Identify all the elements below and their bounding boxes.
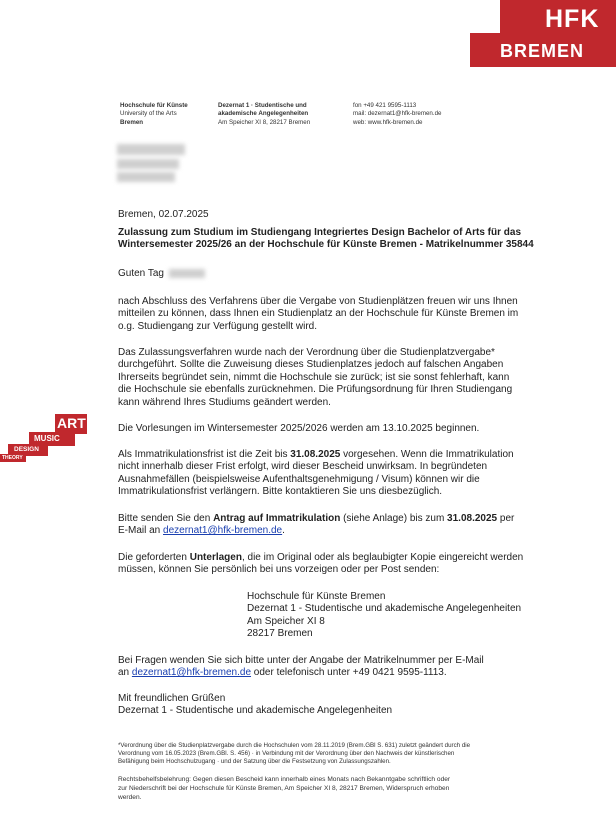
greeting (118, 268, 203, 280)
email-link[interactable]: dezernat1@hfk-bremen.de (163, 525, 283, 537)
side-logo-art: ART (57, 415, 86, 431)
text-span: E-Mail an (118, 525, 164, 537)
address-line: Dezernat 1 - Studentische und akademische Angelegenheiten (247, 603, 522, 615)
footnote (118, 742, 470, 767)
paragraph-line (118, 449, 514, 461)
blurred-line (117, 172, 175, 182)
email-link[interactable]: dezernat1@hfk-bremen.de (131, 667, 252, 679)
letter-date: Bremen, 02.07.2025 (118, 209, 209, 220)
paragraph-line: die Hochschule sie ebenfalls zurücknehmen. Die Prüfungsordnung für Ihren Studiengang (118, 384, 513, 396)
blurred-name (169, 269, 205, 278)
paragraph-line (118, 552, 523, 564)
paragraph-line: durchgeführt. Sollte die Zuweisung dieses Studienplatzes jedoch auf falschen Angaben (118, 359, 504, 371)
paragraph-line: Das Zulassungsverfahren wurde nach der Verordnung über die Studienplatzvergabe* (118, 347, 495, 358)
side-logo-design: DESIGN (14, 446, 39, 453)
legal-notice (118, 776, 450, 802)
paragraph-5 (118, 513, 514, 538)
header-line: web: www.hfk-bremen.de (353, 118, 423, 126)
header-department (218, 102, 310, 127)
deadline-date: 31.08.2025 (290, 449, 341, 460)
logo-hfk-text: HFK (545, 5, 600, 33)
closing (118, 693, 392, 718)
text-span: oder telefonisch unter +49 0421 9595-1113. (251, 667, 447, 679)
header-line: akademische Angelegenheiten (218, 110, 309, 118)
paragraph-3: Die Vorlesungen im Wintersemester 2025/2026 werden am 13.10.2025 beginnen. (118, 423, 480, 434)
paragraph-4 (118, 449, 514, 499)
logo-bremen-text: BREMEN (500, 41, 585, 61)
header-sender (120, 102, 188, 127)
subject-line: Zulassung zum Studium im Studiengang Integriertes Design Bachelor of Arts für das (118, 227, 522, 238)
header-line: University of the Arts (120, 110, 177, 118)
text-span: (siehe Anlage) bis zum (340, 513, 448, 524)
text-span: vorgesehen. Wenn die Immatrikulation (340, 449, 514, 460)
text-span: . (282, 525, 285, 537)
header-line: Hochschule für Künste (120, 102, 188, 109)
legal-line: zur Niederschrift bei der Hochschule für Künste Bremen, Am Speicher XI 8, 28217 Bremen, Widerspruch erhoben (118, 784, 450, 792)
header-line: Bremen (120, 118, 144, 126)
closing-line: Mit freundlichen Grüßen (118, 693, 226, 704)
subject-line: Wintersemester 2025/26 an der Hochschule für Künste Bremen - Matrikelnummer 35844 (118, 239, 534, 251)
greeting-text: Guten Tag (118, 268, 164, 279)
paragraph-line: Ausnahmefällen (beispielsweise Aufenthaltsgenehmigung / Visum) können wir die (118, 473, 480, 485)
address-line: Am Speicher XI 8 (247, 615, 325, 627)
paragraph-line (118, 525, 514, 537)
legal-line: Rechtsbehelfsbelehrung: Gegen diesen Bescheid kann innerhalb eines Monats nach Bekanntgabe schriftlich oder (118, 776, 451, 783)
header-contact (353, 102, 441, 127)
paragraph-2 (118, 347, 512, 409)
blurred-line (117, 144, 185, 155)
header-line: Dezernat 1 · Studentische und (218, 102, 307, 109)
header-line: Am Speicher XI 8, 28217 Bremen (218, 118, 311, 126)
paragraph-line: Bei Fragen wenden Sie sich bitte unter der Angabe der Matrikelnummer per E-Mail (118, 655, 484, 666)
side-logo-music: MUSIC (34, 434, 60, 443)
address-line: 28217 Bremen (247, 628, 313, 640)
text-span: , die im Original oder als beglaubigter Kopie eingereicht werden (241, 552, 524, 563)
application-label: Antrag auf Immatrikulation (213, 513, 341, 524)
legal-line: werden. (118, 793, 142, 801)
letter-subject (118, 227, 534, 252)
documents-label: Unterlagen (189, 552, 242, 563)
signature-line: Dezernat 1 - Studentische und akademische Angelegenheiten (118, 705, 393, 717)
paragraph-6 (118, 552, 523, 577)
paragraph-line: müssen, können Sie persönlich bei uns vorzeigen oder per Post senden: (118, 564, 440, 576)
postal-address (247, 591, 521, 641)
paragraph-line (118, 667, 484, 679)
paragraph-line: Immatrikulationsfrist verlängern. Bitte kontaktieren Sie uns diesbezüglich. (118, 486, 443, 498)
address-line: Hochschule für Künste Bremen (247, 591, 386, 602)
paragraph-line: kann während Ihres Studiums geändert werden. (118, 396, 331, 408)
text-span: per (497, 513, 515, 524)
header-line: mail: dezernat1@hfk-bremen.de (353, 110, 442, 118)
footnote-line: Befähigung beim Hochschulzugang · und der Satzung über die Festsetzung von Zulassungszahlen. (118, 758, 391, 766)
paragraph-1 (118, 296, 518, 333)
footnote-line: Verordnung vom 16.05.2023 (Brem.GBl. S. 456) · in Verbindung mit der Verordnung über den Nachweis der künstlerischen (118, 750, 455, 758)
paragraph-line: nach Abschluss des Verfahrens über die Vergabe von Studienplätzen freuen wir uns Ihnen (118, 296, 518, 307)
text-span: Die geforderten (118, 552, 190, 563)
text-span: Bitte senden Sie den (118, 513, 214, 524)
footnote-line: *Verordnung über die Studienplatzvergabe durch die Hochschulen vom 28.11.2019 (Brem.GBl S. 631) zuletzt geändert durch die (118, 742, 471, 749)
paragraph-line (118, 513, 514, 525)
deadline-date: 31.08.2025 (447, 513, 498, 524)
paragraph-line: Ihrerseits begründet sein, nimmt die Hochschule sie zurück; ist sie sonst fehlerhaft, kann (118, 371, 510, 383)
paragraph-line: o.g. Studiengang zur Verfügung gestellt wird. (118, 320, 318, 332)
paragraph-line: mitteilen zu können, dass Ihnen ein Studienplatz an der Hochschule für Künste Bremen im (118, 308, 519, 320)
blurred-line (117, 159, 179, 169)
paragraph-7 (118, 655, 484, 680)
text-span: an (118, 667, 132, 679)
side-logo-theory: THEORY (2, 455, 23, 461)
text-span: Als Immatrikulationsfrist ist die Zeit bis (118, 449, 291, 460)
header-line: fon +49 421 9595-1113 (353, 102, 417, 109)
paragraph-line: nicht innerhalb dieser Frist erfolgt, wird dieser Bescheid unwirksam. In begründeten (118, 461, 488, 473)
